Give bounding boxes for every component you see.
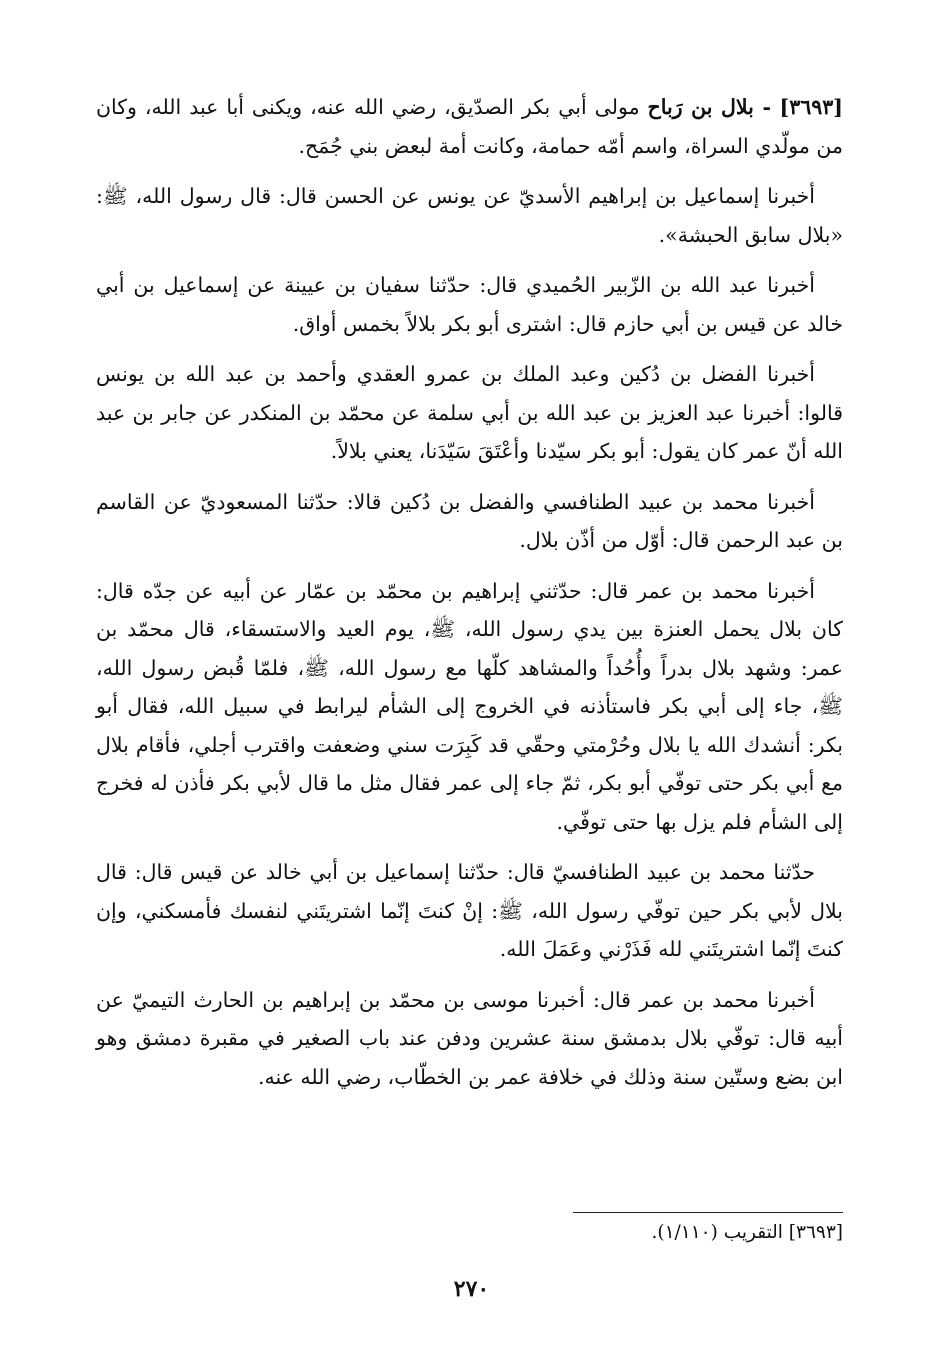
footnote-divider	[573, 1212, 843, 1213]
entry-number: [٣٦٩٣]	[779, 95, 843, 119]
paragraph-3: أخبرنا الفضل بن دُكين وعبد الملك بن عمرو العقدي وأحمد بن عبد الله بن يونس قالوا: أخبرنا عبد العزيز بن عبد الله بن أبي سلمة عن محمّد بن المنكدر عن جابر بن عبد الله أنّ عمر كان يقول: أبو بكر سيّدنا وأعْتَقَ سَيّدَنا، يعني بلالاً.	[96, 362, 843, 463]
paragraph-4: أخبرنا محمد بن عبيد الطنافسي والفضل بن دُكين قالا: حدّثنا المسعوديّ عن القاسم بن عبد الرحمن قال: أوّل من أذّن بلال.	[96, 489, 843, 552]
entry-heading: بلال بن رَباح	[647, 95, 754, 119]
paragraph-7: أخبرنا محمد بن عمر قال: أخبرنا موسى بن محمّد بن إبراهيم بن الحارث التيميّ عن أبيه قال: توفّي بلال بدمشق سنة عشرين ودفن عند باب الصغير في مقبرة دمشق وهو ابن بضع وستّين سنة وذلك في خلافة عمر بن الخطّاب، رضي الله عنه.	[96, 987, 843, 1089]
page-number: ٢٧٠	[453, 1276, 490, 1302]
paragraph-1: أخبرنا إسماعيل بن إبراهيم الأسديّ عن يونس عن الحسن قال: قال رسول الله، ﷺ: «بلال سابق الحبشة».	[96, 184, 843, 247]
paragraph-6: حدّثنا محمد بن عبيد الطنافسيّ قال: حدّثنا إسماعيل بن أبي خالد عن قيس قال: قال بلال لأبي بكر حين توفّي رسول الله، ﷺ: إنْ كنتَ إنّما اشتريتَني لنفسك فأمسكني، وإن كنتَ إنّما اشتريتَني لله فَذَرْني وعَمَلَ الله.	[96, 860, 843, 961]
entry-paragraph: [٣٦٩٣] - بلال بن رَباح مولى أبي بكر الصدّيق، رضي الله عنه، ويكنى أبا عبد الله، وكان من مولّدي السراة، واسم أمّه حمامة، وكانت أمة لبعض بني جُمَح.	[96, 95, 843, 158]
paragraph-2: أخبرنا عبد الله بن الزّبير الحُميدي قال: حدّثنا سفيان بن عيينة عن إسماعيل بن أبي خالد عن قيس بن أبي حازم قال: اشترى أبو بكر بلالاً بخمس أواق.	[96, 273, 843, 336]
footnote: [٣٦٩٣] التقريب (١/١١٠).	[651, 1222, 843, 1243]
main-text	[96, 88, 843, 1108]
paragraph-5: أخبرنا محمد بن عمر قال: حدّثني إبراهيم بن محمّد بن عمّار عن أبيه عن جدّه قال: كان بلال يحمل العنزة بين يدي رسول الله، ﷺ، يوم العيد والاستسقاء، قال محمّد بن عمر: وشهد بلال بدراً وأُحُداً والمشاهد كلّها مع رسول الله، ﷺ، فلمّا قُبض رسول الله، ﷺ، جاء إلى أبي بكر فاستأذنه في الخروج إلى الشأم ليرابط في سبيل الله، فقال أبو بكر: أنشدك الله يا بلال وحُرْمتي وحقّي قد كَبِرَت سني وضعفت واقترب أجلي، فأقام بلال مع أبي بكر حتى توفّي أبو بكر، ثمّ جاء إلى عمر فقال مثل ما قال لأبي بكر فأذن له فخرج إلى الشأم فلم يزل بها حتى توفّي.	[96, 578, 843, 834]
entry-text: مولى أبي بكر الصدّيق، رضي الله عنه، ويكنى أبا عبد الله، وكان من مولّدي السراة، واسم أمّه حمامة، وكانت أمة لبعض بني جُمَح.	[96, 95, 843, 158]
